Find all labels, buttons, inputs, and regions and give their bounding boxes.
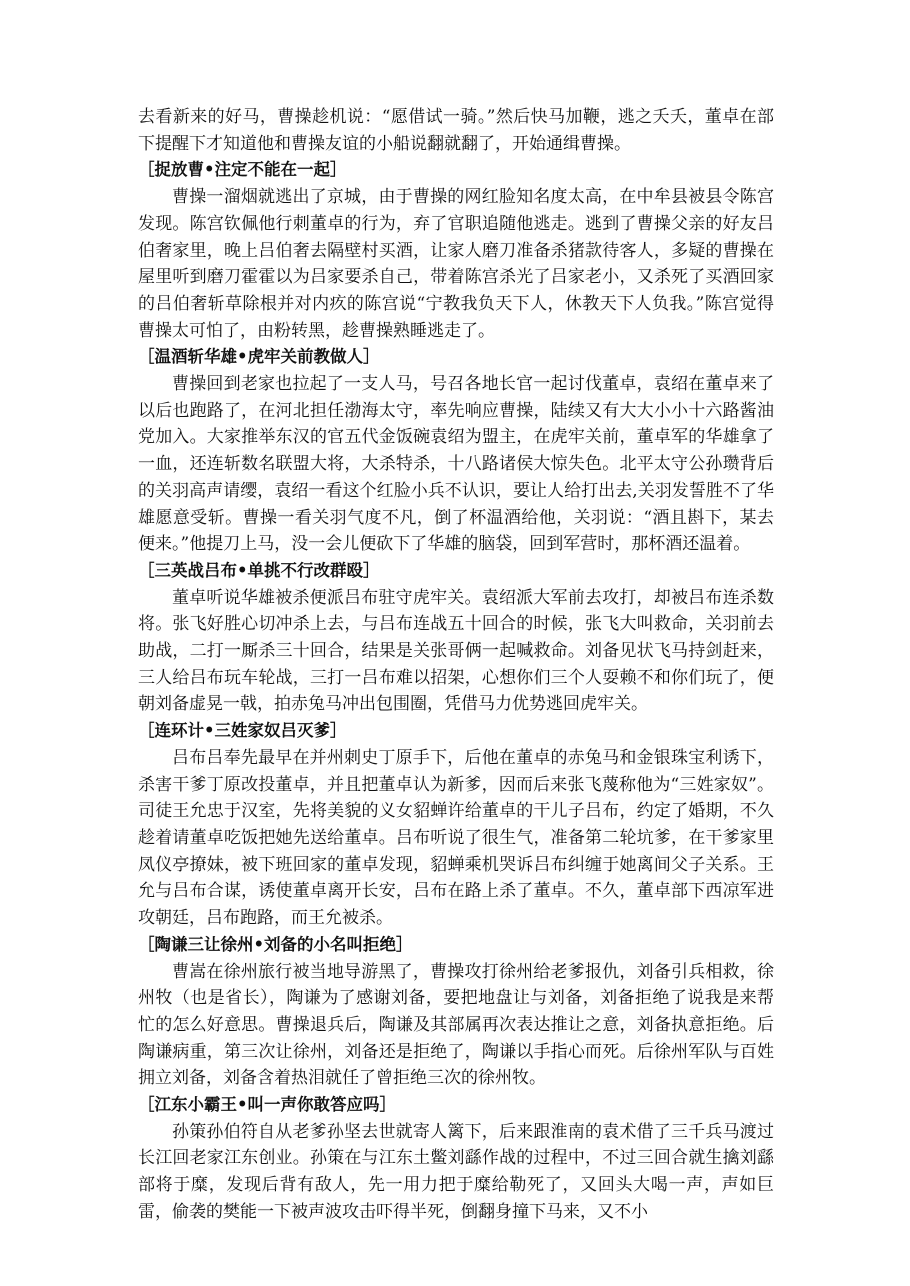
section-taoqian-sanrang-xuzhou xyxy=(138,932,774,1092)
section-paragraph: 曹嵩在徐州旅行被当地导游黑了，曹操攻打徐州给老爹报仇，刘备引兵相救，徐州牧（也是省长），陶谦为了感谢刘备，要把地盘让与刘备，刘备拒绝了说我是来帮忙的怎么好意思。曹操退兵后，陶谦及其部属再次表达推让之意，刘备执意拒绝。后陶谦病重，第三次让徐州，刘备还是拒绝了，陶谦以手指心而死。后徐州军队与百姓拥立刘备，刘备含着热泪就任了曾拒绝三次的徐州牧。 xyxy=(138,961,774,1089)
section-zhuofang-cao xyxy=(138,157,774,344)
section-lianhuan-ji xyxy=(138,718,774,932)
document-page xyxy=(138,104,774,1226)
section-heading: ［捉放曹•注定不能在一起］ xyxy=(138,160,347,180)
section-paragraph: 曹操回到老家也拉起了一支人马，号召各地长官一起讨伐董卓，袁绍在董卓来了以后也跑路了，在河北担任渤海太守，率先响应曹操，陆续又有大大小小十六路酱油党加入。大家推举东汉的官五代金饭碗袁绍为盟主，在虎牢关前，董卓军的华雄拿了一血，还连斩数名联盟大将，大杀特杀，十八路诸侯大惊失色。北平太守公孙瓒背后的关羽高声请缨，袁绍一看这个红脸小兵不认识，要让人给打出去,关羽发誓胜不了华雄愿意受斩。曹操一看关羽气度不凡，倒了杯温酒给他，关羽说：“酒且斟下，某去便来。”他提刀上马，没一会儿便砍下了华雄的脑袋，回到军营时，那杯酒还温着。 xyxy=(138,374,774,555)
section-jiangdong-xiaobawang xyxy=(138,1092,774,1226)
section-paragraph: 曹操一溜烟就逃出了京城，由于曹操的网红脸知名度太高，在中牟县被县令陈宫发现。陈宫钦佩他行刺董卓的行为，弃了官职追随他逃走。逃到了曹操父亲的好友吕伯奢家里，晚上吕伯奢去隔壁村买酒，让家人磨刀准备杀猪款待客人，多疑的曹操在屋里听到磨刀霍霍以为吕家要杀自己，带着陈宫杀光了吕家老小，又杀死了买酒回家的吕伯奢斩草除根并对内疚的陈宫说“宁教我负天下人，休教天下人负我。”陈宫觉得曹操太可怕了，由粉转黑，趁曹操熟睡逃走了。 xyxy=(138,187,774,341)
section-paragraph: 董卓听说华雄被杀便派吕布驻守虎牢关。袁绍派大军前去攻打，却被吕布连杀数将。张飞好胜心切冲杀上去，与吕布连战五十回合的时候，张飞大叫救命，关羽前去助战，二打一厮杀三十回合，结果是关张哥俩一起喊救命。刘备见状飞马持剑赶来，三人给吕布玩车轮战，三打一吕布难以招架，心想你们三个人耍赖不和你们玩了，便朝刘备虚晃一戟，拍赤兔马冲出包围圈，凭借马力优势逃回虎牢关。 xyxy=(138,587,774,715)
section-heading: ［温酒斩华雄•虎牢关前教做人］ xyxy=(138,347,380,367)
section-wenjiu-zhan-huaxiong xyxy=(138,344,774,558)
section-heading: ［陶谦三让徐州•刘备的小名叫拒绝］ xyxy=(138,934,413,954)
section-paragraph: 吕布吕奉先最早在并州刺史丁原手下，后他在董卓的赤兔马和金银珠宝利诱下，杀害干爹丁原改投董卓，并且把董卓认为新爹，因而后来张飞蔑称他为“三姓家奴”。司徒王允忠于汉室，先将美貌的义女貂蝉许给董卓的干儿子吕布，约定了婚期，不久趁着请董卓吃饭把她先送给董卓。吕布听说了很生气，准备第二轮坑爹，在干爹家里凤仪亭撩妹，被下班回家的董卓发现，貂蝉乘机哭诉吕布纠缠于她离间父子关系。王允与吕布合谋，诱使董卓离开长安，吕布在路上杀了董卓。不久，董卓部下西凉军进攻朝廷，吕布跑路，而王允被杀。 xyxy=(138,747,774,929)
section-paragraph: 孙策孙伯符自从老爹孙坚去世就寄人篱下，后来跟淮南的袁术借了三千兵马渡过长江回老家江东创业。孙策在与江东土鳖刘繇作战的过程中，不过三回合就生擒刘繇部将于糜，发现后背有敌人，先一用力把于糜给勒死了，又回头大喝一声，声如巨雷，偷袭的樊能一下被声波攻击吓得半死，倒翻身撞下马来，又不小 xyxy=(138,1121,774,1222)
section-heading: ［江东小霸王•叫一声你敢答应吗］ xyxy=(138,1095,397,1115)
intro-paragraph: 去看新来的好马，曹操趁机说：“愿借试一骑。”然后快马加鞭，逃之夭夭，董卓在部下提醒下才知道他和曹操友谊的小船说翻就翻了，开始通缉曹操。 xyxy=(138,107,774,154)
section-heading: ［三英战吕布•单挑不行改群殴］ xyxy=(138,560,380,580)
section-sanying-zhan-lvbu xyxy=(138,558,774,718)
section-heading: ［连环计•三姓家奴吕灭爹］ xyxy=(138,721,347,741)
